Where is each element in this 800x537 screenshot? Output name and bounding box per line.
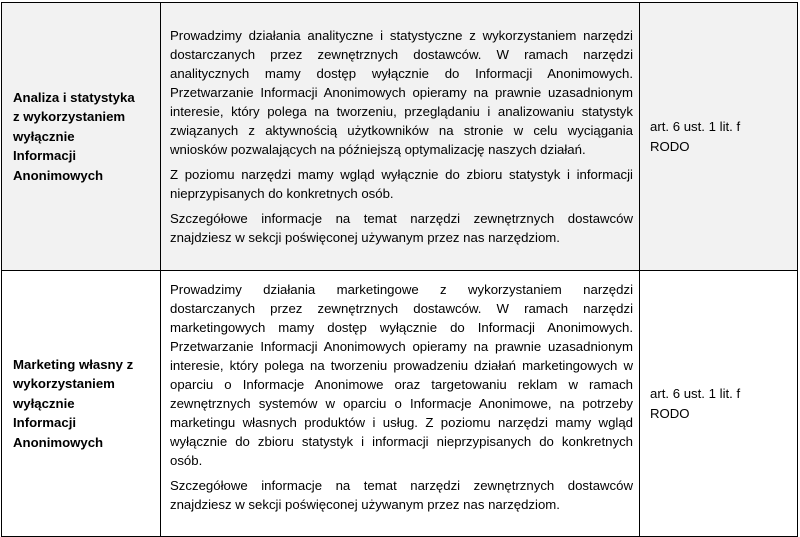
purpose-line: Marketing własny z bbox=[13, 356, 134, 372]
purpose-line: wykorzystaniem bbox=[13, 376, 115, 392]
description-paragraph: Szczegółowe informacje na temat narzędzi zewnętrznych dostawców znajdziesz w sekcji poświęconej używanym przez nas narzędziom. bbox=[170, 478, 633, 512]
purpose-line: Analiza i statystyka bbox=[13, 89, 135, 105]
table-row bbox=[2, 3, 798, 271]
description-paragraph: Prowadzimy działania marketingowe z wykorzystaniem narzędzi dostarczanych przez zewnętrznych dostawców. W ramach narzędzi marketingowych mamy dostęp wyłącznie do Informacji Anonimowych. Przetwarzanie Informacji Anonimowych opieramy na prawnie uzasadnionym interesie, który polega na tworzeniu prowadzeniu działań marketingowych w oparciu o Informacje Anonimowe oraz targetowaniu reklam w ramach zewnętrznych systemów w oparciu o Informacje Anonimowe, na potrzeby marketingu własnych produktów i usług. Z poziomu narzędzi mamy wgląd wyłącznie do zbioru statystyk i informacji nieprzypisanych do konkretnych osób. bbox=[170, 282, 633, 468]
purpose-line: Informacji bbox=[13, 148, 77, 164]
purpose-cell bbox=[2, 271, 161, 537]
purpose-line: Informacji bbox=[13, 415, 77, 431]
legal-basis-line: RODO bbox=[650, 138, 690, 154]
legal-basis-line: art. 6 ust. 1 lit. f bbox=[650, 119, 741, 134]
legal-basis-line: art. 6 ust. 1 lit. f bbox=[650, 386, 741, 401]
processing-purposes-table bbox=[1, 2, 798, 537]
legal-basis-cell bbox=[640, 271, 798, 537]
legal-basis-line: RODO bbox=[650, 405, 690, 421]
purpose-line: Anonimowych bbox=[13, 434, 104, 450]
purpose-line: Anonimowych bbox=[13, 167, 104, 183]
description-paragraph: Prowadzimy działania analityczne i statystyczne z wykorzystaniem narzędzi dostarczanych przez zewnętrznych dostawców. W ramach narzędzi analitycznych mamy dostęp wyłącznie do Informacji Anonimowych. Przetwarzanie Informacji Anonimowych opieramy na prawnie uzasadnionym interesie, który polega na tworzeniu, przeglądaniu i analizowaniu statystyk związanych z aktywnością użytkowników na stronie w celu wyciągania wniosków pozwalających na późniejszą optymalizację naszych działań. bbox=[170, 28, 633, 157]
purpose-line: wyłącznie bbox=[13, 128, 75, 144]
description-cell bbox=[161, 3, 640, 271]
description-cell bbox=[161, 271, 640, 537]
description-paragraph: Z poziomu narzędzi mamy wgląd wyłącznie do zbioru statystyk i informacji nieprzypisanych do konkretnych osób. bbox=[170, 167, 633, 201]
legal-basis-cell bbox=[640, 3, 798, 271]
purpose-line: wyłącznie bbox=[13, 395, 75, 411]
purpose-line: z wykorzystaniem bbox=[13, 109, 126, 125]
purpose-cell bbox=[2, 3, 161, 271]
table-row bbox=[2, 271, 798, 537]
description-paragraph: Szczegółowe informacje na temat narzędzi zewnętrznych dostawców znajdziesz w sekcji poświęconej używanym przez nas narzędziom. bbox=[170, 211, 633, 245]
